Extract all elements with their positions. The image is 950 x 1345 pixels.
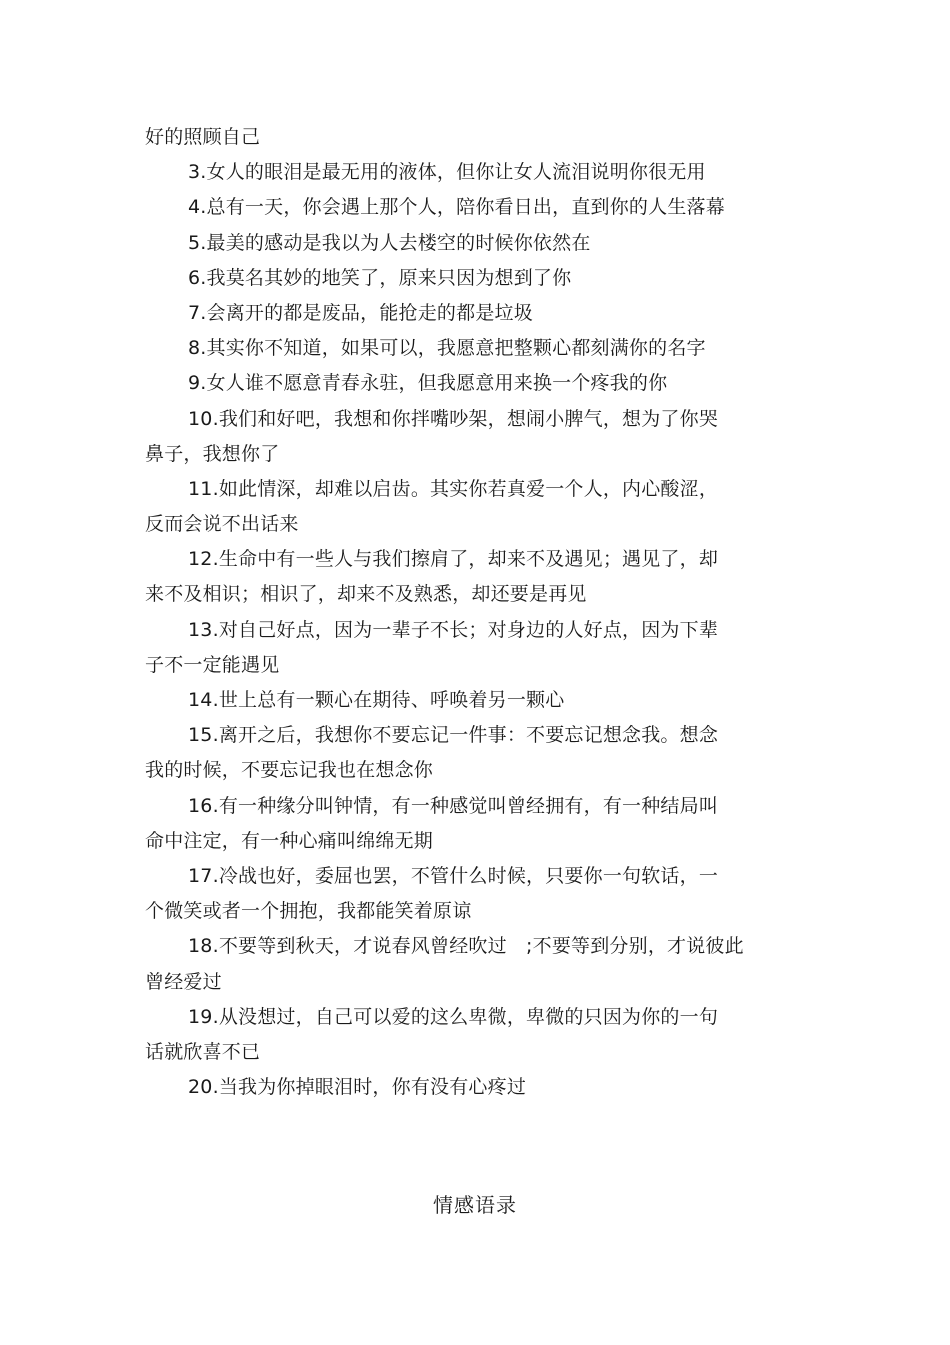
text-line: 个微笑或者一个拥抱，我都能笑着原谅 <box>145 900 472 923</box>
text-line: 子不一定能遇见 <box>145 653 280 676</box>
text-line: 命中注定，有一种心痛叫绵绵无期 <box>145 829 434 852</box>
text-line: 10.我们和好吧，我想和你拌嘴吵架，想闹小脾气，想为了你哭 <box>188 407 719 430</box>
text-line: 8.其实你不知道，如果可以，我愿意把整颗心都刻满你的名字 <box>188 337 706 360</box>
text-line: 反而会说不出话来 <box>145 513 299 536</box>
text-line: 14.世上总有一颗心在期待、呼唤着另一颗心 <box>188 689 565 711</box>
text-line: 20.当我为你掉眼泪时，你有没有心疼过 <box>188 1076 527 1099</box>
quote-list <box>145 120 795 1105</box>
text-line: 鼻子，我想你了 <box>145 442 280 465</box>
section-heading: 情感语录 <box>433 1193 517 1217</box>
text-line: 话就欣喜不已 <box>145 1040 261 1063</box>
text-line: 17.冷战也好，委屈也罢，不管什么时候，只要你一句软话，一 <box>188 864 719 887</box>
text-line: 7.会离开的都是废品，能抢走的都是垃圾 <box>188 301 533 324</box>
text-line: 11.如此情深，却难以启齿。其实你若真爱一个人，内心酸涩， <box>188 477 719 500</box>
text-line: 我的时候，不要忘记我也在想念你 <box>145 759 434 782</box>
text-line: 9.女人谁不愿意青春永驻，但我愿意用来换一个疼我的你 <box>188 372 668 395</box>
text-line: 好的照顾自己 <box>145 126 261 148</box>
text-line: 18.不要等到秋天，才说春风曾经吹过 ;不要等到分别，才说彼此 <box>188 935 744 958</box>
text-line: 16.有一种缘分叫钟情，有一种感觉叫曾经拥有，有一种结局叫 <box>188 794 719 817</box>
text-line: 19.从没想过，自己可以爱的这么卑微，卑微的只因为你的一句 <box>188 1005 719 1028</box>
text-line: 6.我莫名其妙的地笑了，原来只因为想到了你 <box>188 266 572 289</box>
text-line: 曾经爱过 <box>145 970 222 993</box>
text-line: 5.最美的感动是我以为人去楼空的时候你依然在 <box>188 231 591 254</box>
text-line: 3.女人的眼泪是最无用的液体，但你让女人流泪说明你很无用 <box>188 161 706 184</box>
text-line: 15.离开之后，我想你不要忘记一件事：不要忘记想念我。想念 <box>188 724 719 747</box>
text-line: 4.总有一天，你会遇上那个人，陪你看日出，直到你的人生落幕 <box>188 196 725 219</box>
text-line: 来不及相识；相识了，却来不及熟悉，却还要是再见 <box>145 583 587 606</box>
text-line: 12.生命中有一些人与我们擦肩了，却来不及遇见；遇见了，却 <box>188 548 719 571</box>
text-line: 13.对自己好点，因为一辈子不长；对身边的人好点，因为下辈 <box>188 618 719 641</box>
